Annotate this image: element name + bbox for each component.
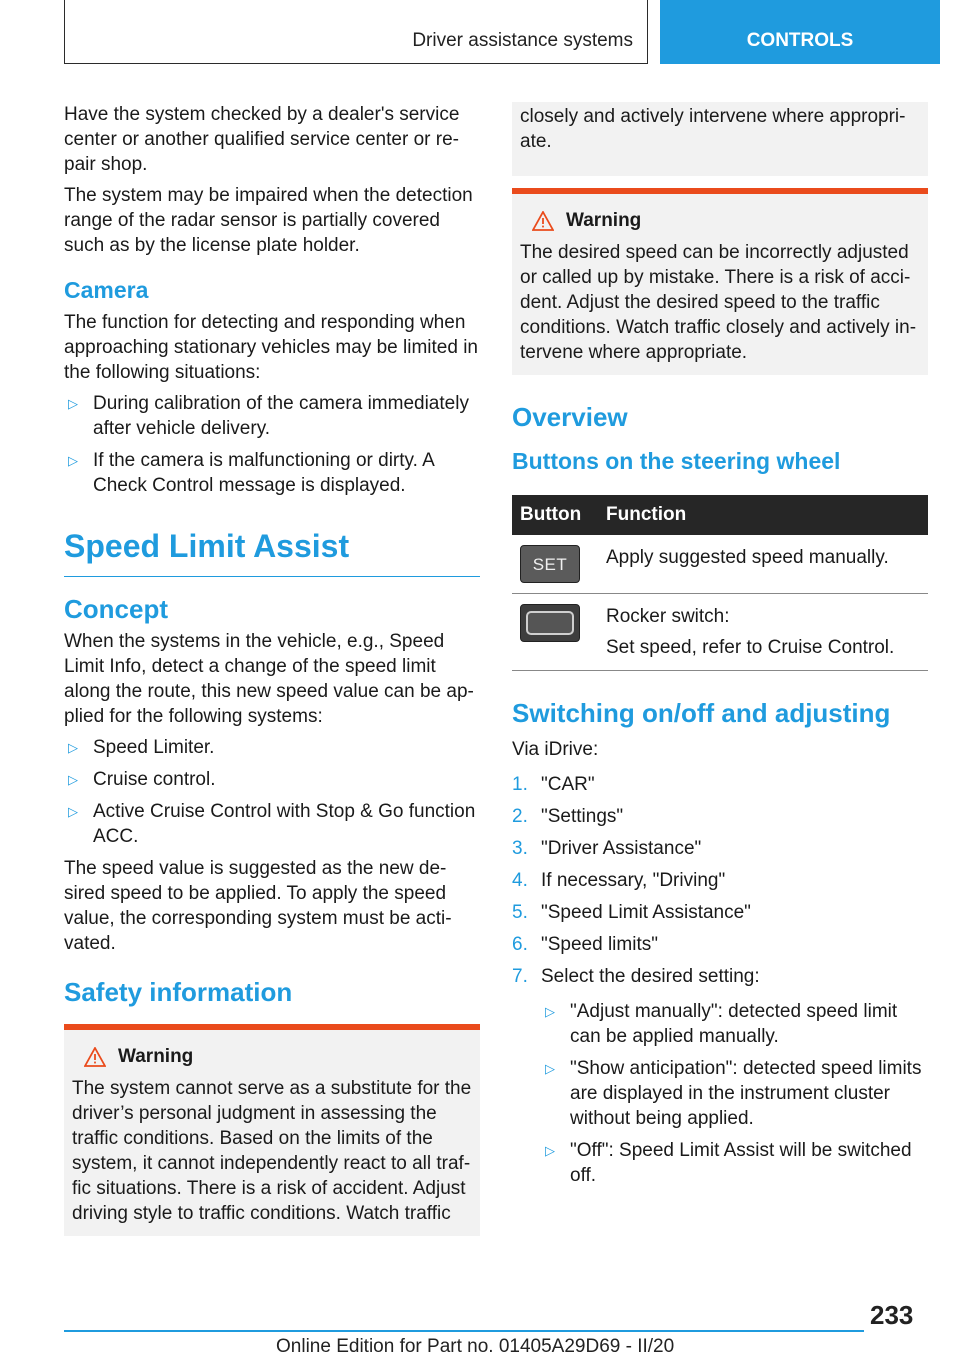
header-box — [64, 0, 648, 64]
warning-continuation — [512, 102, 928, 176]
bullet-triangle-icon: ▷ — [68, 453, 78, 468]
section-title-speed-limit-assist: Speed Limit Assist — [64, 526, 480, 577]
switching-heading: Switching on/off and adjusting — [512, 698, 891, 728]
bullet-triangle-icon: ▷ — [68, 396, 78, 411]
warning-header — [72, 1046, 472, 1068]
paragraph: Have the system checked by a dealer's service center or another qualified service center or repair shop. — [64, 104, 460, 175]
list-item: ▷ "Adjust manually": detected speed limit can be applied manually. — [545, 1001, 898, 1047]
bullet-triangle-icon: ▷ — [68, 772, 78, 787]
section-title: Driver assistance systems — [412, 30, 633, 51]
button-cell — [512, 535, 598, 594]
list-item: ▷ During calibration of the camera immediately after vehicle delivery. — [68, 393, 469, 439]
table-row — [512, 594, 928, 671]
concept-list — [64, 735, 480, 849]
list-item: 1. "CAR" — [512, 774, 595, 795]
list-item: 7. Select the desired setting: ▷ "Adjust manually": detected speed limit can be applied manually. ▷ "Show anticipation": detected speed limits are displayed in the instrument cluster without being applied. ▷ "Off": Speed Limit Assist will be switched off. — [512, 964, 928, 1188]
list-item: ▷ "Off": Speed Limit Assist will be switched off. — [545, 1140, 912, 1186]
overview-heading: Overview — [512, 402, 628, 432]
list-item: ▷ Speed Limiter. — [68, 737, 215, 758]
steps-list — [512, 772, 928, 1188]
concept-heading: Concept — [64, 594, 168, 624]
list-item: ▷ Active Cruise Control with Stop & Go function ACC. — [68, 801, 476, 847]
right-column — [512, 102, 928, 1195]
list-item: ▷ Cruise control. — [68, 769, 216, 790]
bullet-triangle-icon: ▷ — [545, 1061, 555, 1076]
warning-box — [64, 1024, 480, 1236]
list-item: 6. "Speed limits" — [512, 934, 658, 955]
rocker-switch-icon — [520, 604, 580, 642]
options-list — [541, 999, 928, 1188]
list-item: ▷ If the camera is malfunctioning or dirty. A Check Control message is displayed. — [68, 450, 434, 496]
table-header-row — [512, 495, 928, 535]
bullet-triangle-icon: ▷ — [545, 1004, 555, 1019]
warning-box — [512, 188, 928, 375]
paragraph: The system may be impaired when the detection range of the radar sensor is partially covered such as by the license plate holder. — [64, 185, 473, 256]
set-button-icon: SET — [520, 545, 580, 583]
warning-header — [520, 210, 920, 232]
bullet-triangle-icon: ▷ — [545, 1143, 555, 1158]
bullet-triangle-icon: ▷ — [68, 740, 78, 755]
warning-text: The system cannot serve as a substitute for the driver’s personal judgment in assessing the traffic conditions. Based on the limits of the system, it cannot independently react to all traffic situations. There is a risk of accident. Adjust driving style to traffic conditions. Watch traffic — [72, 1078, 472, 1224]
list-item: 4. If necessary, "Driving" — [512, 870, 726, 891]
function-cell — [598, 594, 928, 671]
button-cell — [512, 594, 598, 671]
chapter-tab: CONTROLS — [660, 0, 940, 64]
left-column — [64, 102, 480, 1236]
paragraph: The speed value is suggested as the new desired speed to be applied. To apply the speed value, the corresponding system must be activated. — [64, 858, 452, 954]
paragraph: Via iDrive: — [512, 739, 599, 760]
column-header-button: Button — [512, 495, 598, 535]
warning-icon — [532, 211, 554, 231]
page-number: 233 — [870, 1300, 914, 1330]
footer-divider — [64, 1330, 864, 1332]
paragraph: The function for detecting and responding when approaching stationary vehicles may be limited in the following situations: — [64, 312, 478, 383]
warning-text: closely and actively intervene where appropriate. — [520, 106, 906, 152]
camera-heading: Camera — [64, 277, 149, 303]
function-line: Set speed, refer to Cruise Control. — [606, 637, 895, 658]
table-row — [512, 535, 928, 594]
warning-label: Warning — [118, 1046, 194, 1067]
list-item: 5. "Speed Limit Assistance" — [512, 902, 751, 923]
camera-list — [64, 391, 480, 498]
warning-text: The desired speed can be incorrectly adjusted or called up by mistake. There is a risk of accident. Adjust the desired speed to the traffic conditions. Watch traffic closely and actively intervene where appropriate. — [520, 242, 917, 363]
function-cell: Apply suggested speed manually. — [598, 535, 928, 594]
safety-heading: Safety information — [64, 977, 293, 1007]
buttons-table — [512, 495, 928, 671]
list-item: 2. "Settings" — [512, 806, 624, 827]
bullet-triangle-icon: ▷ — [68, 804, 78, 819]
warning-label: Warning — [566, 210, 642, 231]
function-line: Rocker switch: — [606, 606, 730, 627]
paragraph: When the systems in the vehicle, e.g., Speed Limit Info, detect a change of the speed limit along the route, this new speed value can be applied for the following systems: — [64, 631, 474, 727]
list-item: 3. "Driver Assistance" — [512, 838, 702, 859]
column-header-function: Function — [598, 495, 928, 535]
warning-icon — [84, 1047, 106, 1067]
list-item: ▷ "Show anticipation": detected speed limits are displayed in the instrument cluster without being applied. — [545, 1058, 922, 1129]
footer-edition: Online Edition for Part no. 01405A29D69 - II/20 — [276, 1336, 675, 1357]
buttons-heading: Buttons on the steering wheel — [512, 448, 841, 474]
